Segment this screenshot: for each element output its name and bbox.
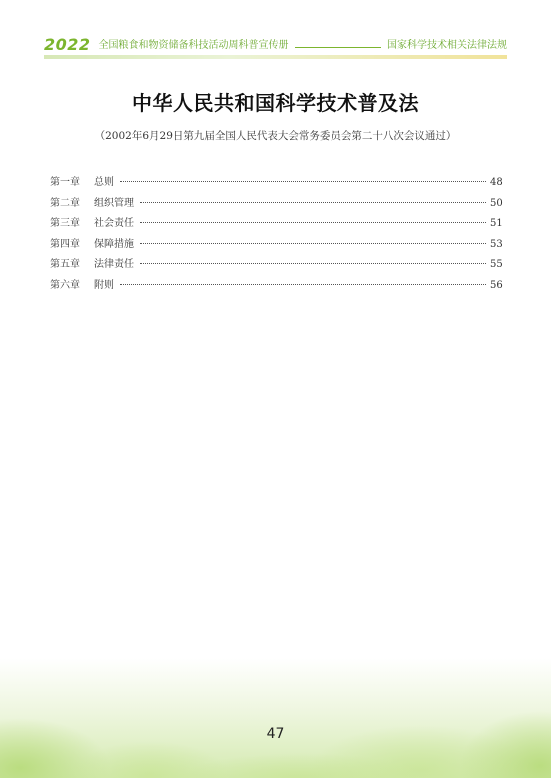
toc-dot-leader [120, 284, 486, 285]
header-divider [295, 47, 381, 48]
table-of-contents [50, 173, 502, 296]
toc-chapter-number: 第六章 [50, 279, 80, 291]
toc-chapter-number: 第五章 [50, 259, 80, 270]
page-number: 47 [266, 726, 285, 742]
toc-page-number: 48 [490, 177, 503, 188]
footer-decoration [0, 658, 551, 778]
toc-chapter-number: 第三章 [50, 218, 80, 229]
toc-entry[interactable] [50, 276, 502, 297]
running-header [44, 34, 507, 54]
toc-entry[interactable] [50, 214, 502, 235]
toc-entry[interactable] [50, 255, 502, 276]
header-gradient-bar [44, 55, 507, 59]
toc-dot-leader [120, 181, 486, 182]
toc-page-number: 56 [490, 279, 503, 291]
toc-chapter-number: 第二章 [50, 197, 80, 209]
toc-chapter-title: 保障措施 [94, 238, 134, 250]
toc-dot-leader [140, 263, 486, 264]
toc-entry[interactable] [50, 194, 502, 215]
toc-chapter-title: 社会责任 [94, 218, 134, 229]
toc-entry[interactable] [50, 173, 502, 194]
toc-chapter-number: 第一章 [50, 177, 80, 188]
toc-dot-leader [140, 202, 486, 203]
page-title: 中华人民共和国科学技术普及法 [132, 91, 419, 115]
toc-dot-leader [140, 222, 486, 223]
toc-chapter-title: 附则 [94, 279, 114, 291]
toc-chapter-number: 第四章 [50, 238, 80, 250]
toc-page-number: 55 [490, 259, 503, 270]
toc-chapter-title: 法律责任 [94, 259, 134, 270]
page-subtitle: （2002年6月29日第九届全国人民代表大会常务委员会第二十八次会议通过） [94, 130, 457, 142]
toc-page-number: 51 [490, 218, 503, 229]
header-booklet-title: 全国粮食和物资储备科技活动周科普宣传册 [98, 40, 289, 51]
toc-entry[interactable] [50, 235, 502, 256]
toc-page-number: 53 [490, 238, 503, 250]
toc-dot-leader [140, 243, 486, 244]
toc-chapter-title: 组织管理 [94, 197, 134, 209]
toc-chapter-title: 总则 [94, 177, 114, 188]
toc-page-number: 50 [490, 197, 503, 209]
header-section-title: 国家科学技术相关法律法规 [387, 40, 507, 51]
header-year: 2022 [44, 35, 91, 54]
